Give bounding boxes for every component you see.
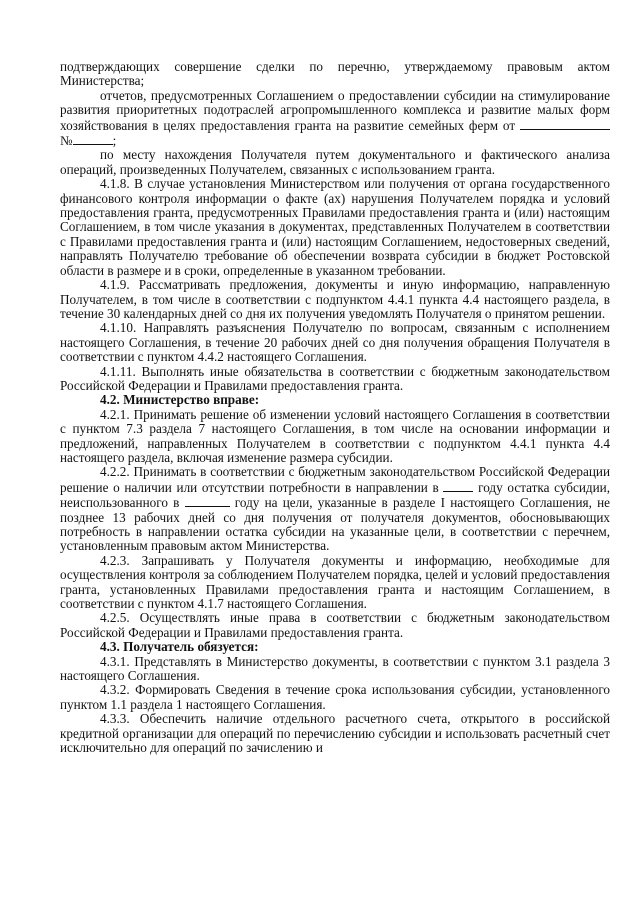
paragraph-4-2-5: 4.2.5. Осуществлять иные права в соответствии с бюджетным законодательством Российской Федерации и Правилами предоставления гранта. (60, 610, 610, 640)
paragraph: подтверждающих совершение сделки по перечню, утверждаемому правовым актом Министерства; (60, 59, 610, 89)
paragraph-4-2-1: 4.2.1. Принимать решение об изменении условий настоящего Соглашения в соответствии с пунктом 7.3 раздела 7 настоящего Соглашения, в том числе на основании информации и предложений, направленных Получателем в соответствии с подпунктом 4.4.1 пункта 4.4 настоящего раздела, включая изменение размера субсидии. (60, 406, 610, 465)
paragraph-text: отчетов, предусмотренных Соглашением о предоставлении субсидии на стимулирование развития приоритетных подотраслей агропромышленного комплекса и развитие малых форм хозяйствования в целях предоставления гранта на развитие семейных ферм от (60, 87, 610, 133)
paragraph-text: 4.2.2. Принимать в соответствии с бюджетным законодательством Российской Федерации решение о наличии или отсутствии потребности в направлении в (60, 464, 610, 495)
document-page (60, 60, 610, 756)
section-heading-4-3: 4.3. Получатель обязуется: (100, 639, 259, 655)
paragraph-4-2-2 (60, 465, 610, 553)
date-blank (520, 118, 610, 130)
paragraph-4-3-1: 4.3.1. Представлять в Министерство документы, в соответствии с пунктом 3.1 раздела 3 настоящего Соглашения. (60, 653, 610, 684)
paragraph-4-3-2: 4.3.2. Формировать Сведения в течение срока использования субсидии, установленного пунктом 1.1 раздела 1 настоящего Соглашения. (60, 682, 610, 712)
year-blank (443, 480, 473, 492)
paragraph-4-1-9: 4.1.9. Рассматривать предложения, документы и иную информацию, направленную Получателем, в том числе в соответствии с подпунктом 4.4.1 пункта 4.4 настоящего раздела, в течение 30 календарных дней со дня их получения уведомлять Получателя о принятом решении. (60, 277, 610, 321)
paragraph-text: году на цели, указанные в разделе I настоящего Соглашения, не позднее 13 рабочих дней со дня получения от получателя документов, обосновывающих потребность в направлении остатка субсидии на указанные цели, в соответствии с перечнем, установленным правовым актом Министерства. (60, 495, 611, 554)
paragraph (60, 89, 610, 149)
paragraph-text: году остатка субсидии, неиспользованного в (60, 479, 610, 511)
paragraph: по месту нахождения Получателя путем документального и фактического анализа операций, произведенных Получателем, связанных с использованием гранта. (60, 147, 610, 177)
paragraph-4-3-3: 4.3.3. Обеспечить наличие отдельного расчетного счета, открытого в российской кредитной организации для операций по перечислению субсидии и использовать расчетный счет исключительно для операций по зачислению и (60, 711, 610, 756)
punctuation: ; (112, 133, 117, 149)
number-blank (73, 133, 113, 145)
paragraph-4-2-3: 4.2.3. Запрашивать у Получателя документы и информацию, необходимые для осуществления контроля за соблюдением Получателем порядка, целей и условий предоставления гранта, установленных Правилами предоставления гранта и настоящим Соглашением, в соответствии с пунктом 4.1.7 настоящего Соглашения. (60, 552, 610, 612)
number-sign: № (60, 133, 73, 149)
paragraph-4-1-11: 4.1.11. Выполнять иные обязательства в соответствии с бюджетным законодательством Российской Федерации и Правилами предоставления гранта. (60, 363, 610, 393)
year-blank (185, 495, 230, 507)
paragraph-4-1-8: 4.1.8. В случае установления Министерством или получения от органа государственного финансового контроля информации о факте (ах) нарушения Получателем порядка и условий предоставления гранта, предусмотренных Правилами предоставления гранта и (или) настоящим Соглашением, в том числе указания в документах, представленных Получателем в соответствии с Правилами предоставления гранта и (или) настоящим Соглашением, недостоверных сведений, направлять Получателю требование об обеспечении возврата субсидии в бюджет Ростовской области в размере и в сроки, определенные в указанном требовании. (60, 176, 610, 278)
paragraph-4-1-10: 4.1.10. Направлять разъяснения Получателю по вопросам, связанным с исполнением настоящего Соглашения, в течение 20 рабочих дней со дня получения обращения Получателя в соответствии с пунктом 4.4.2 настоящего Соглашения. (60, 320, 610, 365)
section-heading-4-2: 4.2. Министерство вправе: (100, 392, 260, 408)
